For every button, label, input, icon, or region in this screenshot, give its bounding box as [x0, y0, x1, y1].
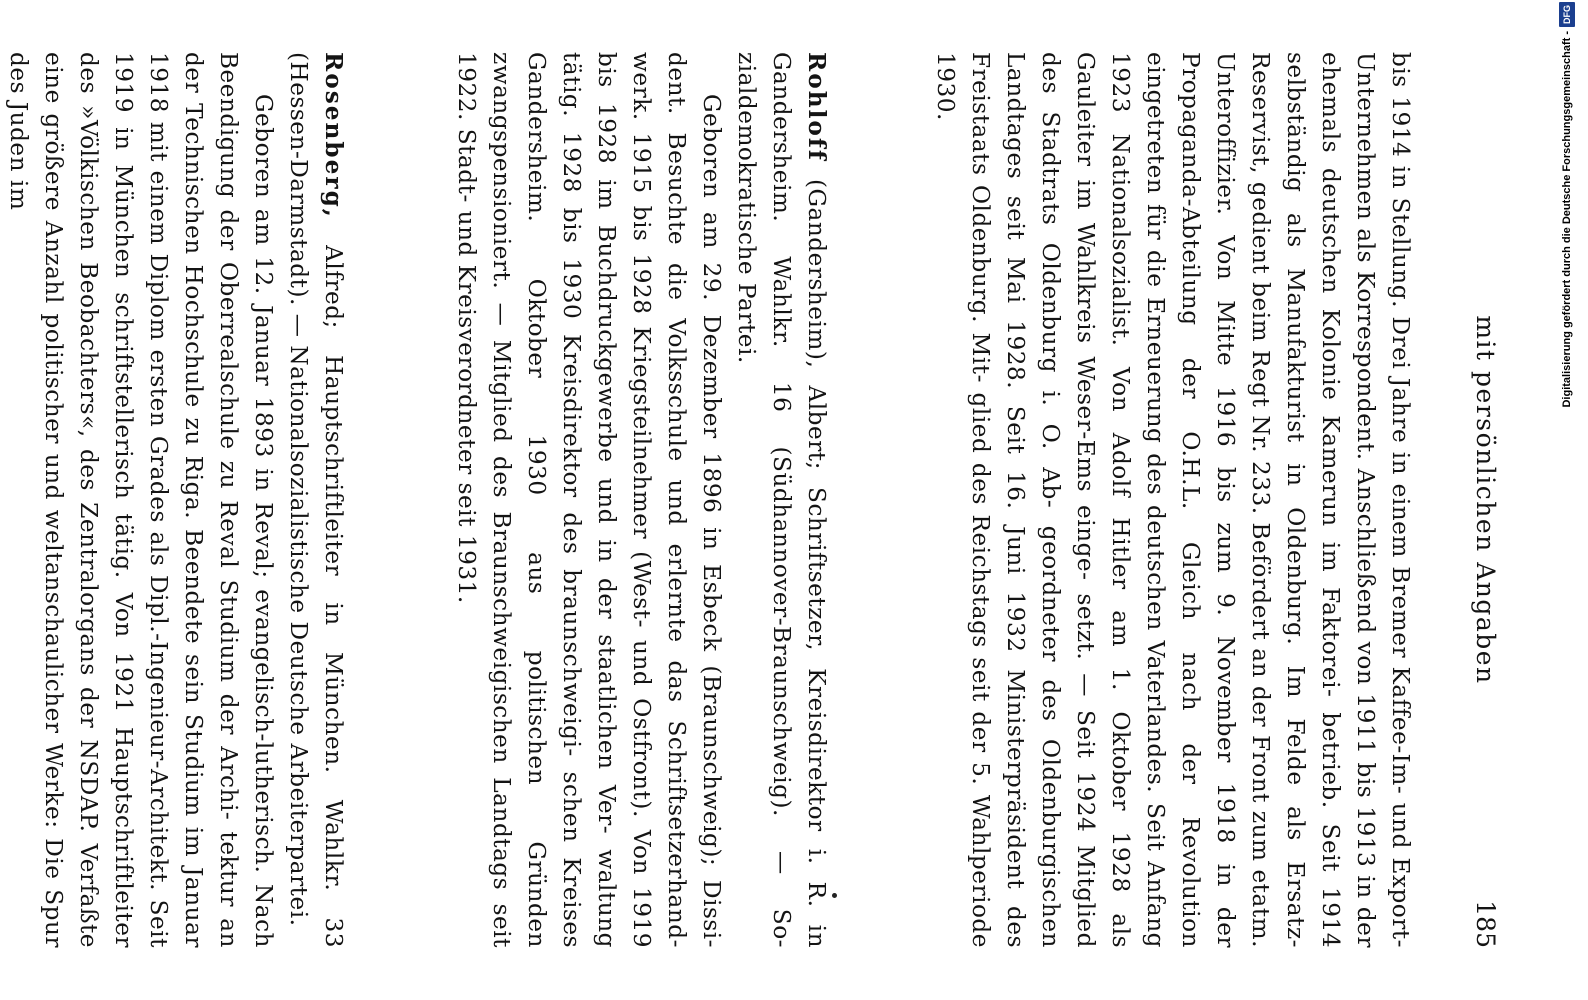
entry-rosenberg-body: Geboren am 12. Januar 1893 in Reval; evangelisch-lutherisch. Nach Beendigung der Oberrealschule zu Reval Studium der Archi- tektur an der Technischen Hochschule zu Riga. Beendete sein Studium im Januar 1918 mit einem Diplom ersten Grades als Dipl.-Ingenieur-Architekt. Seit 1919 in München schriftstellerisch tätig. Von 1921 Hauptschriftleiter des »Völkischen Beobachters«, des Zentralorgans der NSDAP. Verfaßte eine größere Anzahl politischer und weltanschaulicher Werke: Die Spur des Juden im — [5, 52, 277, 948]
entry-separator — [834, 20, 928, 980]
entry-rohloff-body: Geboren am 29. Dezember 1896 in Esbeck (Braunschweig); Dissi- dent. Besuchte die Volksschule und erlernte das Schriftsetzerhand- werk. 1915 bis 1928 Kriegsteilnehmer (West- und Ostfront). Von 1919 bis 1928 im Buchdruckgewerbe und in der staatlichen Ver- waltung tätig. 1928 bis 1930 Kreisdirektor des braunschweigi- schen Kreises Gandersheim. Oktober 1930 aus politischen Gründen zwangspensioniert. — Mitglied des Braunschweigischen Landtags seit 1922. Stadt- und Kreisverordneter seit 1931. — [453, 52, 725, 948]
entry-rohloff-intro-text: (Gandersheim), Albert; Schriftsetzer, Kreisdirektor i. R. in Gandersheim. Wahlkr. 16 (Südhannover-Braunschweig). — So- zialdemokratische Partei. — [733, 52, 830, 949]
dfg-credit — [1556, 0, 1578, 998]
dfg-logo-icon: DFG — [1559, 2, 1575, 27]
entry-rosenberg — [1, 52, 351, 948]
dfg-credit-text: Digitalisierung gefördert durch die Deutsche Forschungsgemeinschaft - — [1561, 31, 1573, 408]
entry-separator — [351, 20, 449, 980]
page-header — [1456, 52, 1500, 948]
entry-rohloff-name: Rohloff — [803, 52, 830, 162]
entry-rohloff — [449, 52, 834, 948]
entry-rosenberg-intro — [281, 52, 351, 948]
print-speck — [832, 893, 837, 898]
rotated-page-content — [5, 20, 1500, 980]
entry-continuation-text: bis 1914 in Stellung. Drei Jahre in einem Bremer Kaffee-Im- und Export-Unternehmen als Korrespondent. Anschließend von 1911 bis 1913 in der ehemals deutschen Kolonie Kamerun im Faktorei- betrieb. Seit 1914 selbständig als Manufakturist in Oldenburg. Im Felde als Ersatz-Reservist, gedient beim Regt Nr. 233. Befördert an der Front zum etatm. Unteroffizier. Von Mitte 1916 bis zum 9. November 1918 in der Propaganda-Abteilung der O.H.L. Gleich nach der Revolution eingetreten für die Erneuerung des deutschen Vaterlandes. Seit Anfang 1923 Nationalsozialist. Von Adolf Hitler am 1. Oktober 1928 als Gauleiter im Wahlkreis Weser-Ems einge- setzt. — Seit 1924 Mitglied des Stadtrats Oldenburg i. O. Ab- geordneter des Oldenburgischen Landtages seit Mai 1928. Seit 16. Juni 1932 Ministerpräsident des Freistaats Oldenburg. Mit- glied des Reichstags seit der 5. Wahlperiode 1930. — [932, 52, 1414, 948]
entry-rohloff-intro — [729, 52, 834, 948]
entry-rosenberg-name: Rosenberg, — [320, 52, 347, 219]
page-number: 185 — [1471, 900, 1500, 948]
entry-continuation — [928, 52, 1418, 948]
running-title: mit persönlichen Angaben — [1471, 315, 1500, 685]
entry-rosenberg-intro-text: Alfred; Hauptschriftleiter in München. Wahlkr. 33 (Hessen-Darmstadt). — Nationalsozialistische Deutsche Arbeiterpartei. — [285, 52, 347, 948]
